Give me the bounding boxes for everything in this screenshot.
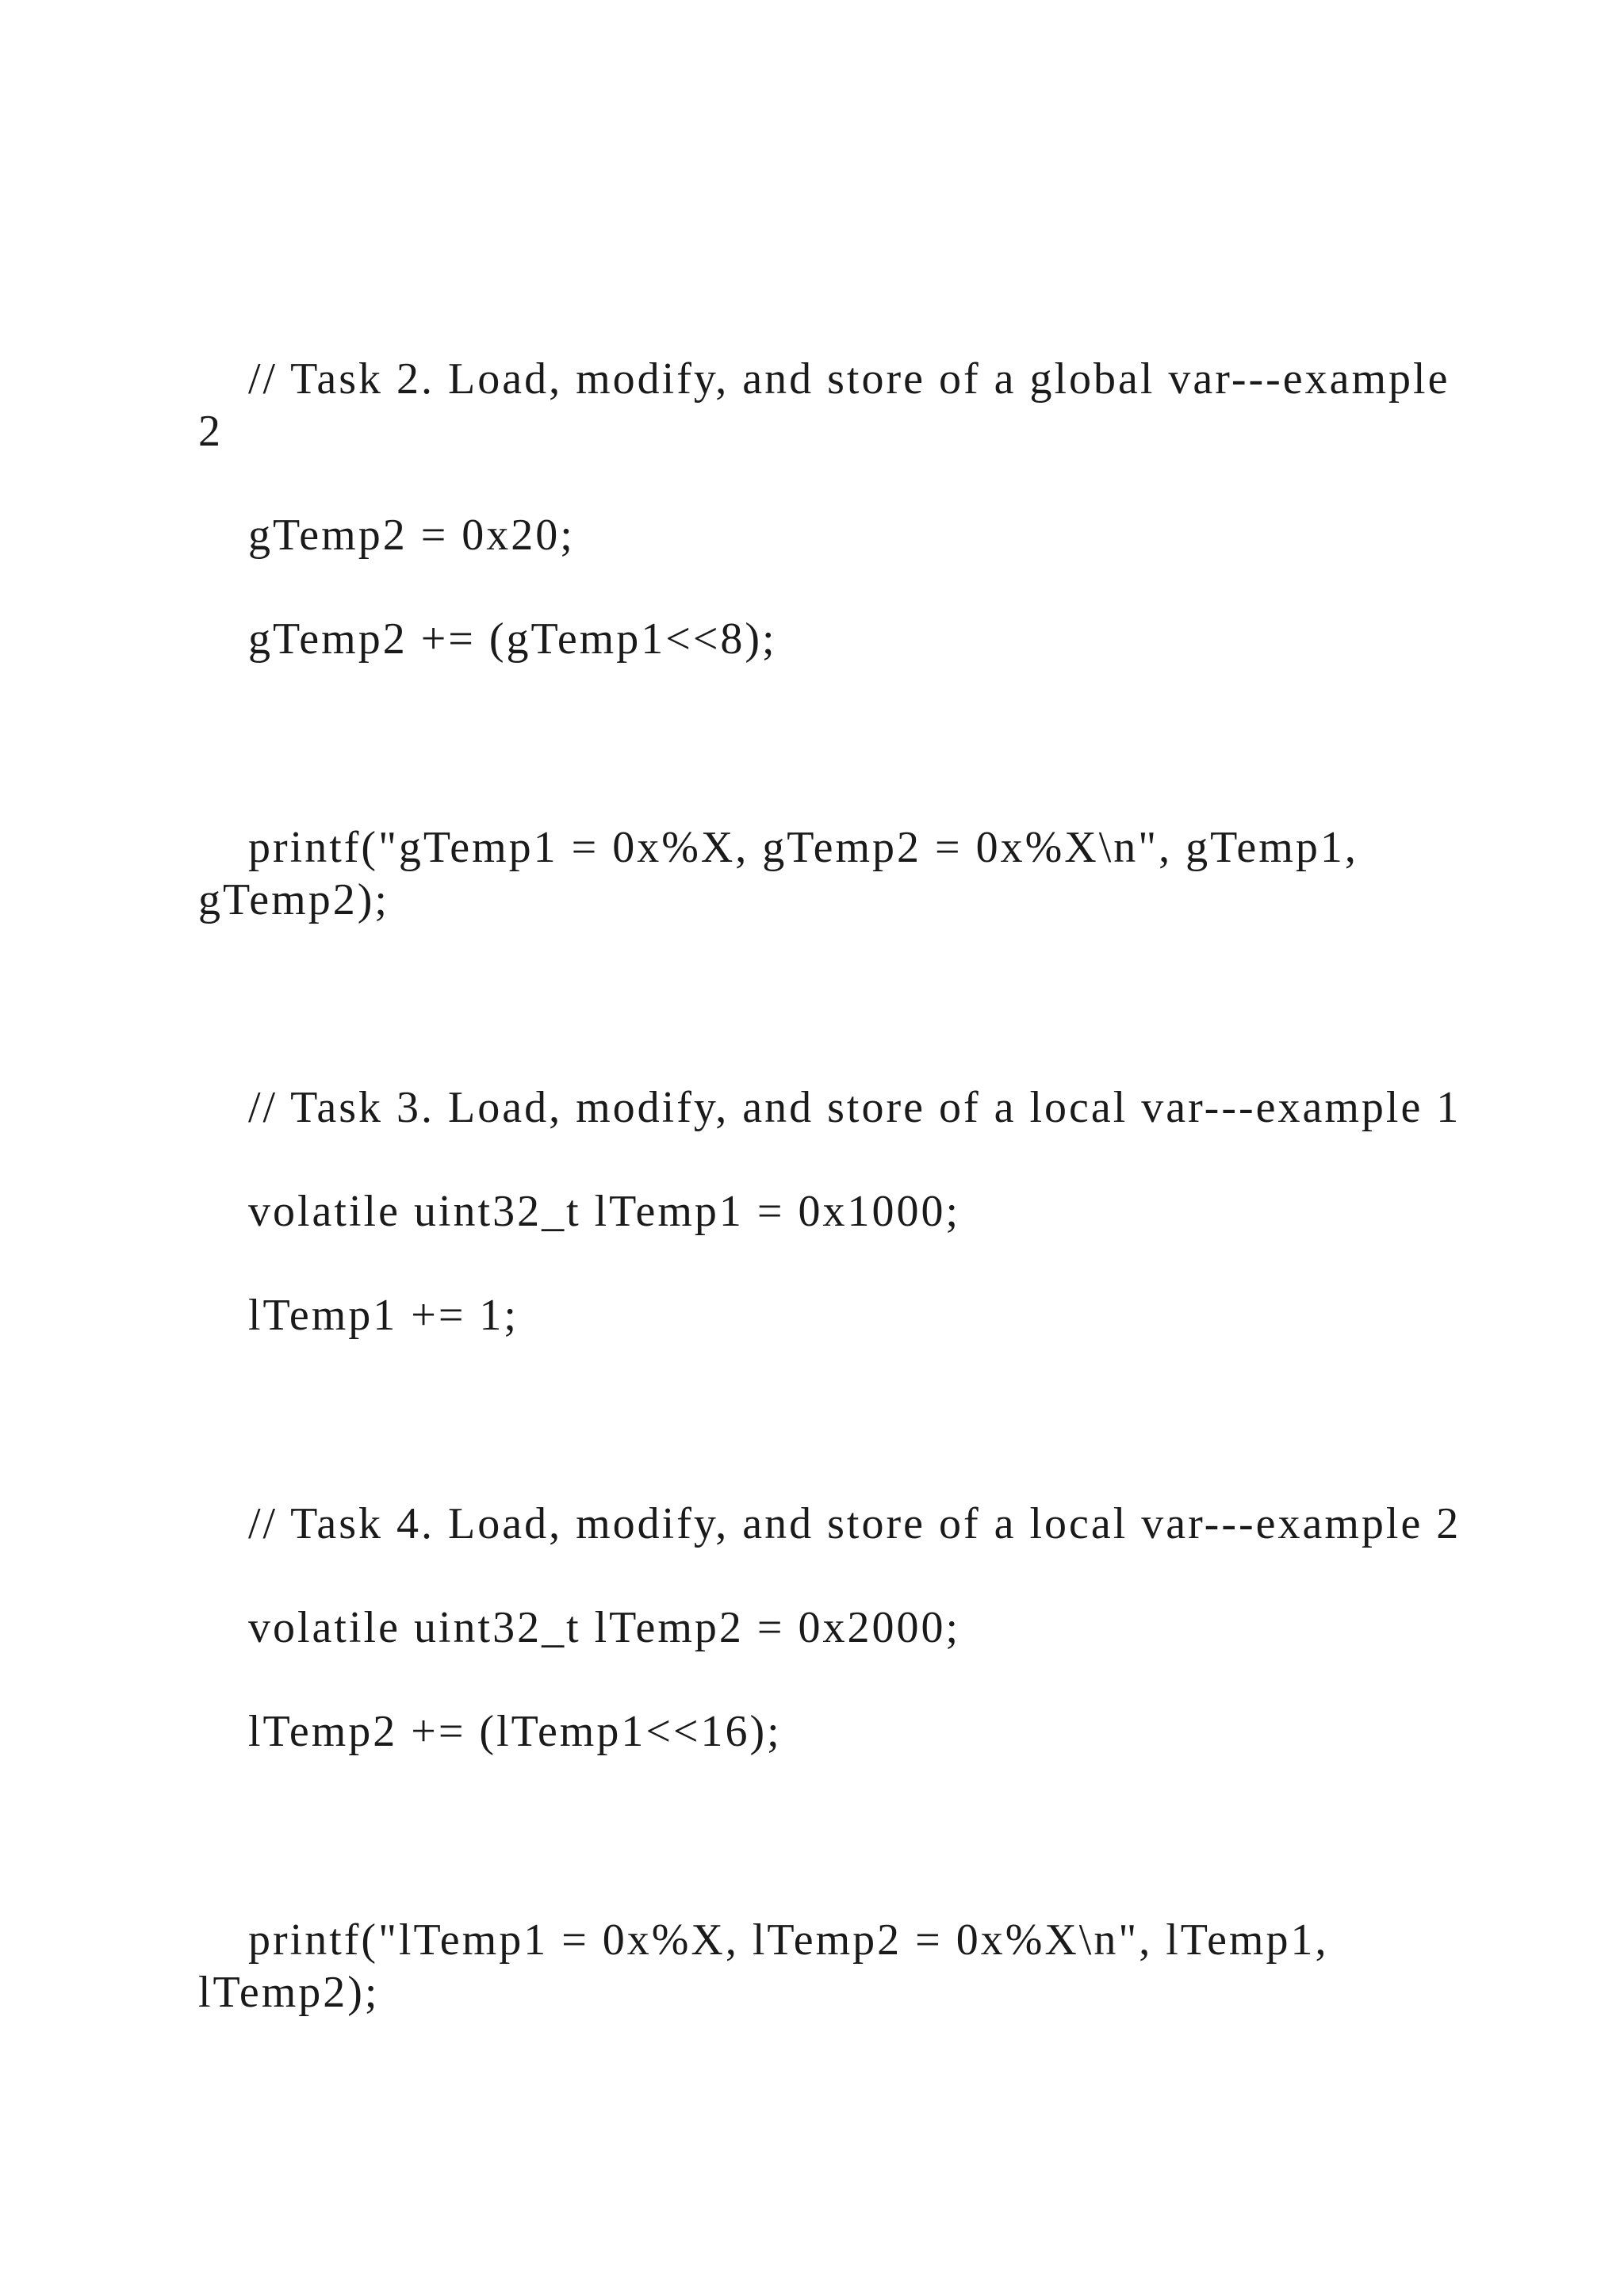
ltemp1-decl: volatile uint32_t lTemp1 = 0x1000; xyxy=(248,1187,961,1236)
printf-local: printf("lTemp1 = 0x%X, lTemp2 = 0x%X\n", lTemp1, xyxy=(248,1915,1329,1965)
ltemp1-decl-line xyxy=(198,1185,1435,1238)
ltemp1-increment: lTemp1 += 1; xyxy=(248,1291,519,1340)
task2-comment: // Task 2. Load, modify, and store of a global var---example xyxy=(248,354,1450,404)
gtemp2-shift-line xyxy=(198,613,1435,665)
task4-comment: // Task 4. Load, modify, and store of a local var---example 2 xyxy=(248,1499,1461,1548)
printf-local-wrap-line xyxy=(198,1966,1435,2019)
gtemp2-shift: gTemp2 += (gTemp1<<8); xyxy=(248,614,777,664)
task2-comment-wrap: 2 xyxy=(198,407,223,456)
printf-local-wrap: lTemp2); xyxy=(198,1968,380,2017)
ltemp2-shift-line xyxy=(198,1705,1435,1758)
gtemp2-assign: gTemp2 = 0x20; xyxy=(248,511,575,560)
gtemp2-assign-line xyxy=(198,509,1435,561)
task3-comment: // Task 3. Load, modify, and store of a local var---example 1 xyxy=(248,1083,1461,1132)
printf-global-line xyxy=(198,821,1435,874)
task2-comment-wrap-line xyxy=(198,405,1435,457)
task3-comment-line xyxy=(198,1081,1461,1134)
printf-global-wrap: gTemp2); xyxy=(198,875,389,924)
printf-global: printf("gTemp1 = 0x%X, gTemp2 = 0x%X\n", gTemp1, xyxy=(248,823,1358,872)
task4-comment-line xyxy=(198,1498,1461,1550)
task2-comment-line xyxy=(198,353,1450,405)
ltemp2-shift: lTemp2 += (lTemp1<<16); xyxy=(248,1707,782,1756)
printf-local-line xyxy=(198,1914,1435,1966)
ltemp2-decl: volatile uint32_t lTemp2 = 0x2000; xyxy=(248,1603,961,1652)
ltemp1-increment-line xyxy=(198,1289,1435,1341)
printf-global-wrap-line xyxy=(198,874,1435,926)
ltemp2-decl-line xyxy=(198,1601,1435,1654)
